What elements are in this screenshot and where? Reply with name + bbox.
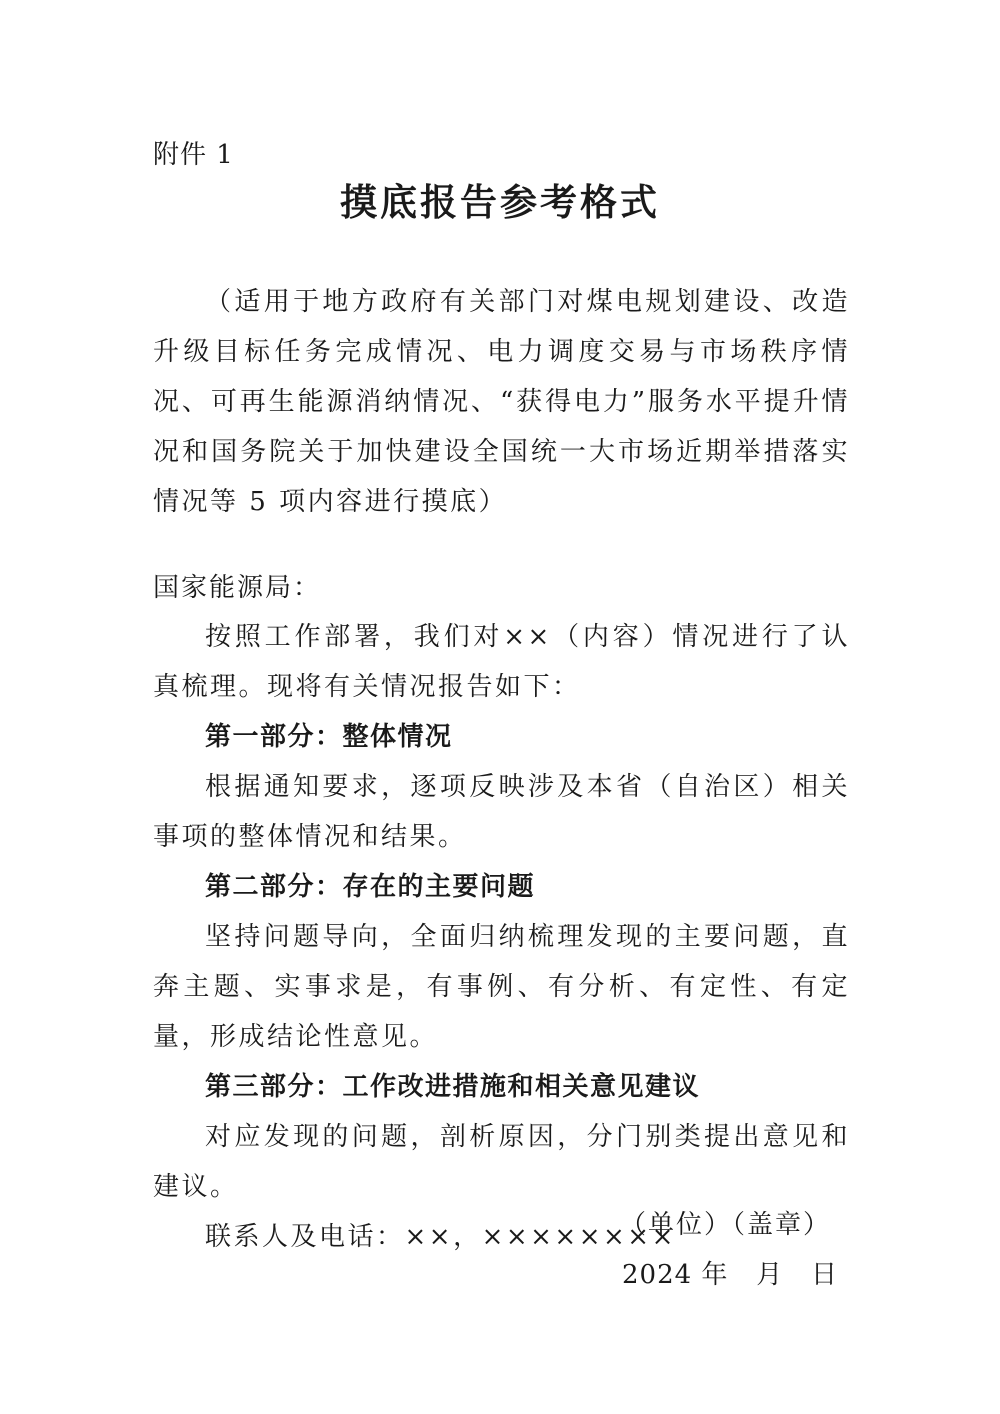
scope-note: （适用于地方政府有关部门对煤电规划建设、改造升级目标任务完成情况、电力调度交易与市场秩序情况、可再生能源消纳情况、“获得电力”服务水平提升情况和国务院关于加快建设全国统一大市场近期举措落实情况等 5 项内容进行摸底） <box>153 287 850 517</box>
section-2-text: 坚持问题导向，全面归纳梳理发现的主要问题，直奔主题、实事求是，有事例、有分析、有定性、有定量，形成结论性意见。 <box>153 922 850 1052</box>
contact-line: 联系人及电话：××，×××××××× <box>205 1222 676 1252</box>
unit-seal-line: （单位）（盖章） <box>620 1210 832 1240</box>
addressee: 国家能源局： <box>153 573 322 603</box>
section-1-text: 根据通知要求，逐项反映涉及本省（自治区）相关事项的整体情况和结果。 <box>153 772 850 852</box>
date-line: 2024 年 月 日 <box>622 1260 839 1290</box>
annex-label: 附件 1 <box>153 140 234 170</box>
intro-paragraph: 按照工作部署，我们对××（内容）情况进行了认真梳理。现将有关情况报告如下： <box>153 622 850 702</box>
document-title: 摸底报告参考格式 <box>340 180 660 224</box>
section-1-heading: 第一部分：整体情况 <box>205 722 453 752</box>
section-3-heading: 第三部分：工作改进措施和相关意见建议 <box>205 1072 701 1102</box>
section-2-heading: 第二部分：存在的主要问题 <box>205 872 536 902</box>
section-3-text: 对应发现的问题，剖析原因，分门别类提出意见和建议。 <box>153 1122 850 1202</box>
report-body <box>153 612 850 1262</box>
